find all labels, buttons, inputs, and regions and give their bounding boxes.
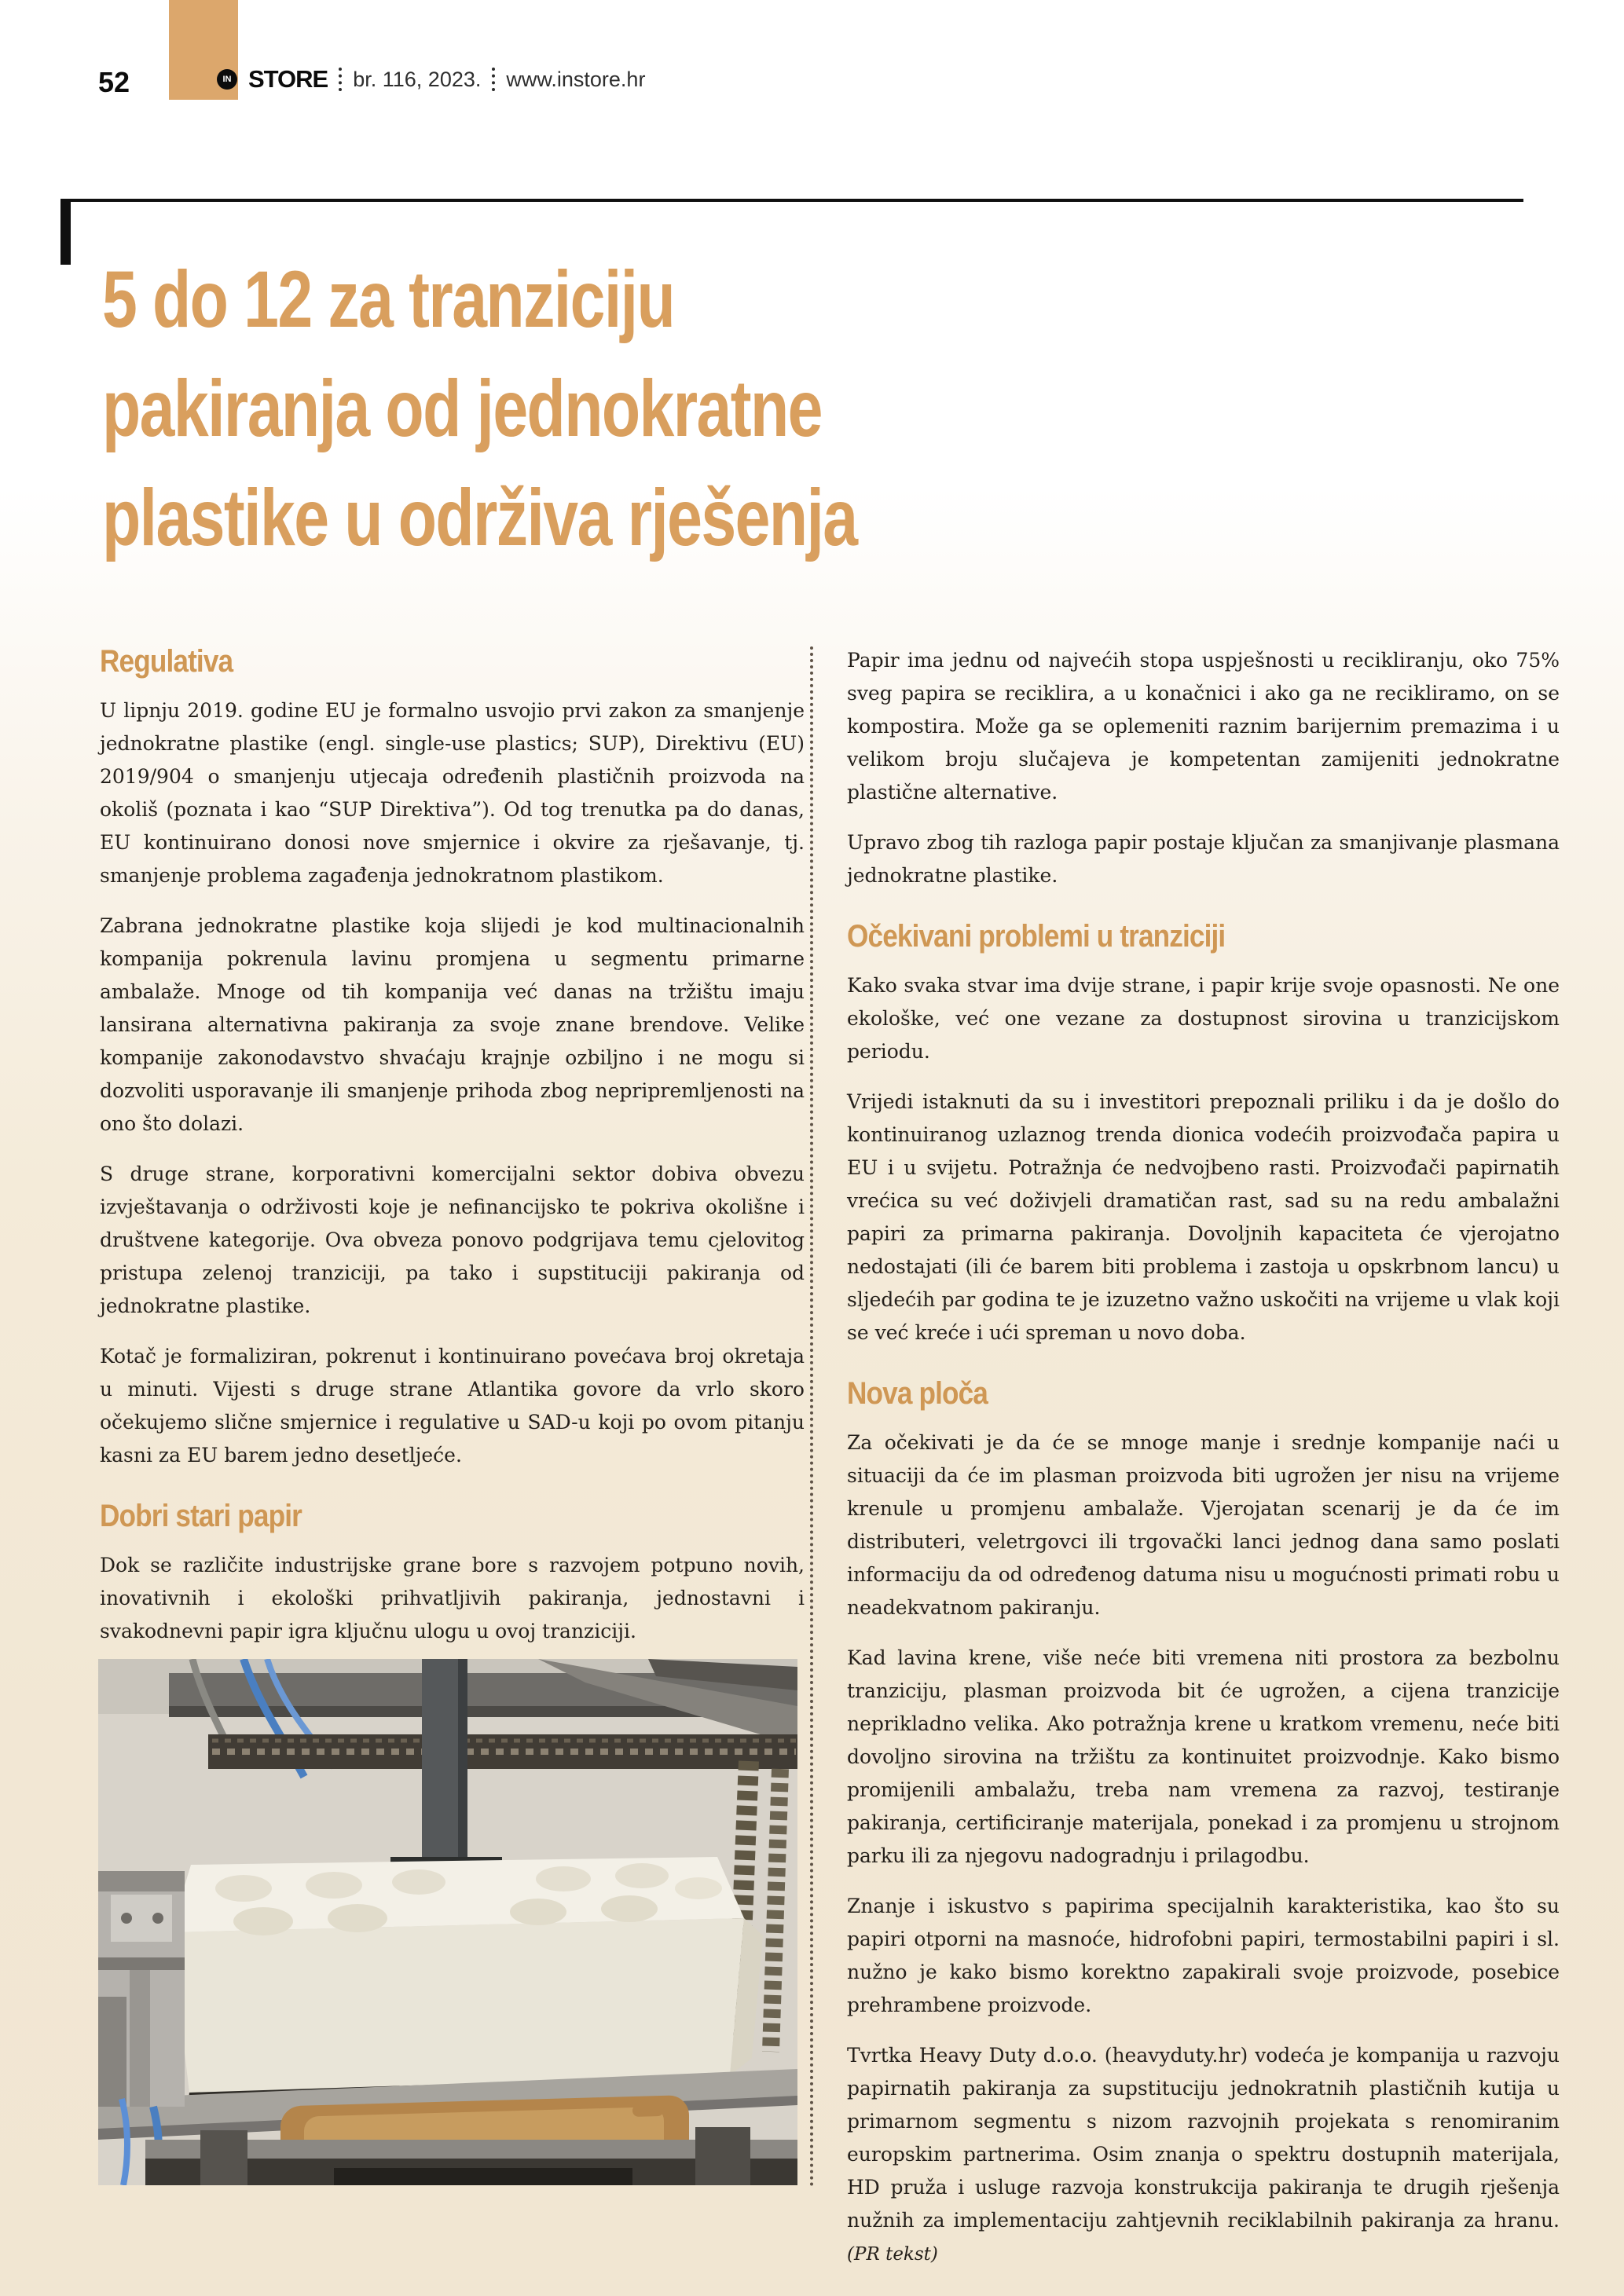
- body-paragraph: Zabrana jednokratne plastike koja slijedi je kod multinacionalnih kompanija pokrenula lavinu promjena u segmentu primarne ambalaže. Mnoge od tih kompanija već danas na tržištu imaju lansirana alternativna pakiranja za svoje znane brendove. Velike kompanije zakonodavstvo shvaćaju krajnje ozbiljno i ne mogu si dozvoliti usporavanje ili smanjenje prihoda zbog nepripremljenosti na ono što dolazi.: [100, 914, 805, 1135]
- body-paragraph: Papir ima jednu od najvećih stopa uspješnosti u recikliranju, oko 75% sveg papira se reciklira, a u konačnici i ako ga ne recikliramo, on se kompostira. Može ga se oplemeniti raznim barijernim premazima i u velikom broju slučajeva je kompetentan zamijeniti jednokratne plastične alternative.: [847, 649, 1560, 804]
- body-paragraph: Za očekivati je da će se mnoge manje i srednje kompanije naći u situaciji da će im plasman proizvoda biti ugrožen jer nisu na vrijeme krenule u promjenu ambalaže. Vjerojatan scenarij je da će im distributeri, veletrgovci ili trgovački lanci jednog dana samo poslati informaciju da od određenog datuma nisu u mogućnosti primati robu u neadekvatnom pakiranju.: [847, 1431, 1560, 1619]
- page-number: 52: [98, 66, 130, 98]
- left-column: [100, 644, 805, 1665]
- dotted-separator-icon: [492, 68, 495, 91]
- pr-tekst-note: (PR tekst): [847, 2244, 938, 2265]
- logo-in-text: IN: [222, 75, 232, 84]
- header-rule: [60, 199, 1523, 202]
- section-heading-ocekivani-problemi: Očekivani problemi u tranziciji: [847, 919, 1226, 954]
- body-paragraph: Kad lavina krene, više neće biti vremena niti prostora za bezbolnu tranziciju, plasman proizvoda bit će ugrožen, a cijena tranzicije neprikladno velika. Ako potražnja krene u kratkom vremenu, neće biti dovoljno sirovina na tržištu za kontinuitet proizvodnje. Kako bismo promijenili ambalažu, treba nam vremena za razvoj, testiranje pakiranja, certificiranje materijala, ponekad i za promjenu u strojnom parku ili za njegovu nadogradnju i prilagodbu.: [847, 1646, 1560, 1867]
- body-paragraph-text: Tvrtka Heavy Duty d.o.o. (heavyduty.hr) vodeća je kompanija u razvoju papirnatih pakiranja za supstituciju jednokratnih plastičnih kutija u primarnom segmentu s nizom razvojnih projekata s renomiranim europskim partnerima. Osim znanja o spektru dostupnih materijala, HD pruža i usluge razvoja konstrukcija pakiranja te drugih rješenja nužnih za implementaciju zahtjevnih reciklabilnih pakiranja za hranu.: [847, 2044, 1560, 2232]
- section-heading-regulativa: Regulativa: [100, 644, 233, 679]
- body-paragraph: Znanje i iskustvo s papirima specijalnih karakteristika, kao što su papiri otporni na masnoće, hidrofobni papiri, termostabilni papiri i sl. nužno je kako bismo korektno zapakirali svoje proizvode, posebice prehrambene proizvode.: [847, 1895, 1560, 2016]
- machine-photo: [98, 1659, 797, 2185]
- article-title-line-2: pakiranja od jednokratne: [102, 364, 822, 453]
- body-paragraph: Dok se različite industrijske grane bore s razvojem potpuno novih, inovativnih i ekološki prihvatljivih pakiranja, jednostavni i svakodnevni papir igra ključnu ulogu u ovoj tranziciji.: [100, 1554, 805, 1642]
- instore-logo-icon: [217, 69, 237, 90]
- article-title-line-3: plastike u održiva rješenja: [102, 473, 857, 562]
- section-heading-dobri-stari-papir: Dobri stari papir: [100, 1499, 302, 1533]
- website-text: www.instore.hr: [506, 67, 646, 91]
- masthead: [217, 66, 645, 93]
- section-heading-nova-ploca: Nova ploča: [847, 1376, 988, 1411]
- logo-store-text: STORE: [248, 65, 328, 93]
- body-paragraph: Upravo zbog tih razloga papir postaje ključan za smanjivanje plasmana jednokratne plastike.: [847, 831, 1560, 887]
- issue-number: br. 116, 2023.: [353, 67, 482, 91]
- foam-mold-front: [170, 1918, 744, 2093]
- body-paragraph: U lipnju 2019. godine EU je formalno usvojio prvi zakon za smanjenje jednokratne plastike (engl. single-use plastics; SUP), Direktivu (EU) 2019/904 o smanjenju utjecaja određenih plastičnih proizvoda na okoliš (poznata i kao “SUP Direktiva”). Od tog trenutka pa do danas, EU kontinuirano donosi nove smjernice i okvire za rješavanje, tj. smanjenje problema zagađenja jednokratnom plastikom.: [100, 699, 805, 887]
- body-paragraph: Kako svaka stvar ima dvije strane, i papir krije svoje opasnosti. Ne one ekološke, već one vezane za dostupnost sirovina u tranzicijskom periodu.: [847, 974, 1560, 1063]
- body-paragraph: S druge strane, korporativni komercijalni sektor dobiva obvezu izvještavanja o održivosti koje je nefinancijsko te pokriva okolišne i društvene kategorije. Ova obveza ponovo podgrijava temu cjelovitog pristupa zelenoj tranziciji, pa tako i supstituciji pakiranja od jednokratne plastike.: [100, 1163, 805, 1317]
- body-paragraph: Kotač je formaliziran, pokrenut i kontinuirano povećava broj okretaja u minuti. Vijesti s druge strane Atlantika govore da vrlo skoro očekujemo slične smjernice i regulative u SAD-u koji po ovom pitanju kasni za EU barem jedno desetljeće.: [100, 1345, 805, 1467]
- article-title: [102, 245, 857, 573]
- body-paragraph: [847, 2039, 1560, 2271]
- right-column: [847, 644, 1560, 2288]
- body-paragraph: Vrijedi istaknuti da su i investitori prepoznali priliku i da je došlo do kontinuiranog uzlaznog trenda dionica vodećih proizvođača papira u EU i u svijetu. Potražnja će nedvojbeno rasti. Proizvođači papirnatih vrećica su već doživjeli dramatičan rast, sad su na redu ambalažni papiri za primarna pakiranja. Dovoljnih kapaciteta će vjerojatno nedostajati (ili će barem biti problema i zastoja u opskrbnom lancu) u sljedećih par godina te je izuzetno važno uskočiti na vrijeme u vlak koji se već kreće i ući spreman u novo doba.: [847, 1090, 1560, 1344]
- column-divider: [810, 646, 813, 2188]
- dotted-separator-icon: [339, 68, 342, 91]
- header-vertical-bar: [60, 199, 71, 265]
- article-title-line-1: 5 do 12 za tranziciju: [102, 255, 675, 344]
- packaging-machine-illustration: [98, 1659, 797, 2185]
